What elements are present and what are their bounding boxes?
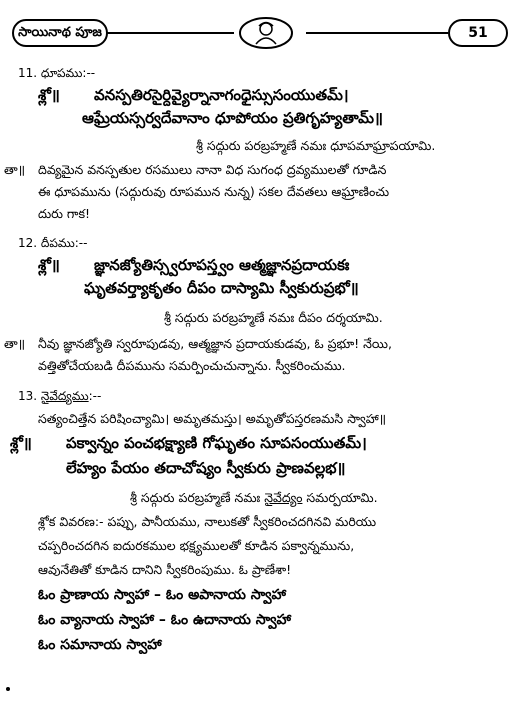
- prana-mantra-line: ఓం సమానాయ స్వాహా: [38, 637, 162, 653]
- meaning-marker: తా॥: [4, 336, 26, 351]
- explanation-line: చప్పరించదగిన ఐదురకముల భక్ష్యములతో కూడిన పక్వాన్నమును,: [38, 538, 355, 553]
- sloka-marker: శ్లో॥: [38, 256, 60, 274]
- sloka-marker: శ్లో॥: [10, 434, 32, 452]
- section-title-suffix: :--: [88, 389, 102, 403]
- section-heading-naivedyam: [18, 389, 101, 406]
- mantra-prefix: శ్రీ సద్గురు పరబ్రహ్మణే నమః: [130, 490, 265, 505]
- section-title: నైవేద్యము: [40, 389, 89, 403]
- section-heading-dhupam: 11. ధూపము:--: [18, 66, 96, 80]
- meaning-line: నీవు జ్ఞానజ్యోతి స్వరూపుడవు, ఆత్మజ్ఞాన ప్రదాయకుడవు, ఓ ప్రభూ! నేయి,: [38, 336, 392, 351]
- header-rule-right: [306, 32, 448, 34]
- meaning-line: ఈ ధూపమును (సద్గురువు రూపమున నున్న) సకల దేవతలు ఆఘ్రాణించు: [38, 184, 390, 199]
- explanation-line: ఆవునేతితో కూడిన దానిని స్వీకరింపుము. ఓ ప్రాణేశా!: [38, 562, 292, 577]
- running-title: సాయినాథ పూజ: [12, 19, 108, 47]
- prayer-line: సత్యంచిత్తేన పరిషించ్యామి। అమృతమస్తు। అమృతోపస్తరణమసి స్వాహా॥: [38, 411, 387, 426]
- mantra-suffix: సమర్పయామి.: [302, 490, 378, 505]
- meaning-marker: తా॥: [4, 162, 26, 177]
- page-number: 51: [448, 19, 508, 47]
- header-rule-left: [106, 32, 234, 34]
- meaning-line: దివ్యమైన వనస్పతుల రసములు నానా విధ సుగంధ ద్రవ్యములతో గూడిన: [38, 162, 387, 177]
- section-heading-deepam: 12. దీపము:--: [18, 236, 88, 250]
- verse-line: జ్ఞానజ్యోతిస్స్వరూపస్త్వం ఆత్మజ్ఞానప్రదాయకః: [94, 256, 350, 274]
- verse-line: ఆఘ్రేయస్సర్వదేవానాం ధూపోయం ప్రతిగృహ్యతామ్॥: [82, 109, 384, 127]
- meaning-line: వత్తితోచేయబడి దీపమును సమర్పించుచున్నాను. స్వీకరించుము.: [38, 358, 346, 373]
- verse-line: పక్వాన్నం పంచభక్ష్యాణి గోఘృతం సూపసంయుతమ్।: [66, 434, 367, 452]
- verse-line: లేహ్యం పేయం తదాచోష్యం స్వీకురు ప్రాణవల్లభ॥: [66, 459, 346, 477]
- mantra-line: శ్రీ సద్గురు పరబ్రహ్మణే నమః ధూపమాఘ్రాపయామి.: [196, 138, 436, 153]
- mantra-line: [130, 490, 378, 509]
- verse-line: ఘృతవర్త్యాకృతం దీపం దాస్యామి స్వీకురుప్రభో॥: [84, 279, 359, 297]
- prana-mantra-line: ఓం ప్రాణాయ స్వాహా – ఓం అపానాయ స్వాహా: [38, 587, 287, 603]
- prana-mantra-line: ఓం వ్యానాయ స్వాహా – ఓం ఉదానాయ స్వాహా: [38, 612, 292, 628]
- section-number: 13.: [18, 389, 38, 403]
- verse-line: వనస్పతిరసైర్దివ్యైర్నానాగంధైస్సుసంయుతమ్।: [94, 86, 349, 104]
- page-header: [10, 16, 510, 50]
- mantra-underlined: నైవేద్యం: [264, 490, 303, 505]
- meaning-line: దురు గాక!: [38, 206, 90, 221]
- scan-speck: [6, 687, 10, 691]
- sloka-marker: శ్లో॥: [38, 86, 60, 104]
- explanation-line: శ్లోక వివరణ:- పప్పు, పానీయము, నాలుకతో స్వీకరించదగినవి మరియు: [38, 514, 377, 529]
- sai-baba-portrait-icon: [238, 16, 294, 50]
- mantra-line: శ్రీ సద్గురు పరబ్రహ్మణే నమః దీపం దర్శయామి.: [164, 310, 383, 325]
